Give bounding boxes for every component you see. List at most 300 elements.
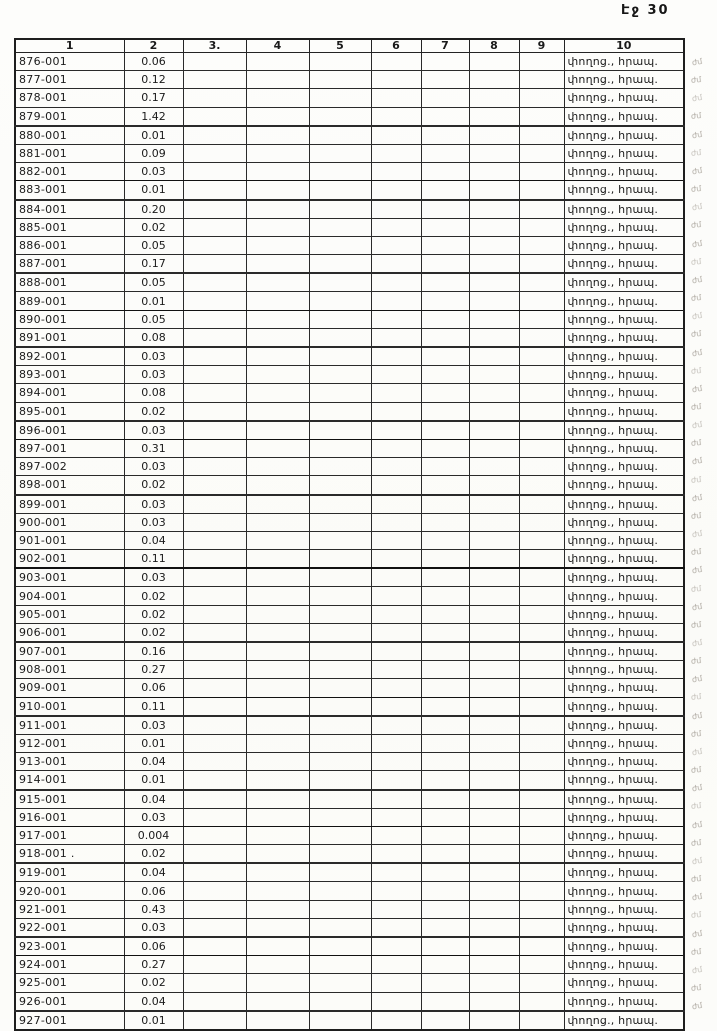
empty-cell xyxy=(246,882,309,900)
empty-cell xyxy=(469,642,519,661)
empty-cell xyxy=(469,71,519,89)
empty-cell xyxy=(519,292,564,310)
empty-cell xyxy=(519,937,564,956)
empty-cell xyxy=(371,974,421,992)
empty-cell xyxy=(371,495,421,514)
column-header: 1 xyxy=(15,39,124,53)
street-label-cell: փողոց., հրապ. xyxy=(564,845,684,864)
empty-cell xyxy=(309,531,371,549)
margin-mark: ժմ xyxy=(690,692,702,703)
empty-cell xyxy=(421,808,469,826)
empty-cell xyxy=(309,918,371,937)
empty-cell xyxy=(469,826,519,844)
empty-cell xyxy=(246,200,309,219)
empty-cell xyxy=(183,882,246,900)
row-id-cell: 911-001 xyxy=(15,716,124,735)
row-id-cell: 890-001 xyxy=(15,310,124,328)
empty-cell xyxy=(371,550,421,569)
empty-cell xyxy=(371,126,421,145)
empty-cell xyxy=(371,568,421,587)
street-label-cell: փողոց., հրապ. xyxy=(564,144,684,162)
row-id-cell: 917-001 xyxy=(15,826,124,844)
empty-cell xyxy=(371,992,421,1011)
table-row xyxy=(15,458,684,476)
column-header: 9 xyxy=(519,39,564,53)
empty-cell xyxy=(246,402,309,421)
empty-cell xyxy=(469,384,519,402)
row-id-cell: 887-001 xyxy=(15,255,124,274)
empty-cell xyxy=(519,200,564,219)
row-id-cell: 892-001 xyxy=(15,347,124,366)
empty-cell xyxy=(371,753,421,771)
empty-cell xyxy=(421,845,469,864)
empty-cell xyxy=(469,310,519,328)
empty-cell xyxy=(309,402,371,421)
empty-cell xyxy=(246,587,309,605)
empty-cell xyxy=(469,697,519,716)
row-id-cell: 897-002 xyxy=(15,458,124,476)
column-header: 7 xyxy=(421,39,469,53)
row-id-cell: 897-001 xyxy=(15,439,124,457)
empty-cell xyxy=(371,200,421,219)
empty-cell xyxy=(183,71,246,89)
street-label-cell: փողոց., հրապ. xyxy=(564,495,684,514)
row-id-cell: 881-001 xyxy=(15,144,124,162)
table-row xyxy=(15,826,684,844)
empty-cell xyxy=(519,402,564,421)
table-header-row xyxy=(15,39,684,53)
table-row xyxy=(15,882,684,900)
empty-cell xyxy=(246,89,309,107)
empty-cell xyxy=(183,181,246,200)
empty-cell xyxy=(183,495,246,514)
empty-cell xyxy=(421,89,469,107)
empty-cell xyxy=(421,200,469,219)
empty-cell xyxy=(371,808,421,826)
empty-cell xyxy=(519,845,564,864)
empty-cell xyxy=(519,107,564,126)
empty-cell xyxy=(469,808,519,826)
margin-mark: ժմ xyxy=(690,910,702,921)
empty-cell xyxy=(421,605,469,623)
empty-cell xyxy=(371,476,421,495)
empty-cell xyxy=(469,495,519,514)
empty-cell xyxy=(309,790,371,809)
empty-cell xyxy=(469,845,519,864)
empty-cell xyxy=(309,513,371,531)
empty-cell xyxy=(183,1011,246,1030)
empty-cell xyxy=(309,661,371,679)
empty-cell xyxy=(519,71,564,89)
empty-cell xyxy=(371,89,421,107)
column-header: 5 xyxy=(309,39,371,53)
empty-cell xyxy=(246,218,309,236)
street-label-cell: փողոց., հրապ. xyxy=(564,255,684,274)
empty-cell xyxy=(246,1011,309,1030)
empty-cell xyxy=(183,900,246,918)
empty-cell xyxy=(246,900,309,918)
row-id-cell: 888-001 xyxy=(15,273,124,292)
empty-cell xyxy=(183,236,246,254)
empty-cell xyxy=(371,107,421,126)
empty-cell xyxy=(309,310,371,328)
empty-cell xyxy=(309,605,371,623)
empty-cell xyxy=(183,956,246,974)
margin-mark: ժմ xyxy=(690,184,702,195)
empty-cell xyxy=(519,587,564,605)
empty-cell xyxy=(183,697,246,716)
value-cell: 0.02 xyxy=(124,605,183,623)
row-id-cell: 900-001 xyxy=(15,513,124,531)
margin-mark: ժմ xyxy=(691,93,704,104)
empty-cell xyxy=(183,292,246,310)
value-cell: 0.03 xyxy=(124,458,183,476)
row-id-cell: 879-001 xyxy=(15,107,124,126)
empty-cell xyxy=(309,107,371,126)
empty-cell xyxy=(469,218,519,236)
empty-cell xyxy=(421,476,469,495)
margin-mark: ժմ xyxy=(691,637,704,649)
empty-cell xyxy=(246,513,309,531)
value-cell: 0.17 xyxy=(124,255,183,274)
street-label-cell: փողոց., հրապ. xyxy=(564,697,684,716)
empty-cell xyxy=(309,974,371,992)
empty-cell xyxy=(421,458,469,476)
empty-cell xyxy=(519,181,564,200)
value-cell: 0.01 xyxy=(124,1011,183,1030)
row-id-cell: 910-001 xyxy=(15,697,124,716)
empty-cell xyxy=(469,716,519,735)
table-row xyxy=(15,347,684,366)
street-label-cell: փողոց., հրապ. xyxy=(564,218,684,236)
row-id-cell: 876-001 xyxy=(15,53,124,71)
empty-cell xyxy=(183,200,246,219)
margin-mark: ժմ xyxy=(691,1000,704,1012)
empty-cell xyxy=(246,71,309,89)
street-label-cell: փողոց., հրապ. xyxy=(564,347,684,366)
value-cell: 0.03 xyxy=(124,495,183,514)
empty-cell xyxy=(421,255,469,274)
empty-cell xyxy=(183,53,246,71)
value-cell: 0.04 xyxy=(124,531,183,549)
empty-cell xyxy=(371,826,421,844)
column-header: 8 xyxy=(469,39,519,53)
table-row xyxy=(15,384,684,402)
empty-cell xyxy=(469,550,519,569)
empty-cell xyxy=(183,366,246,384)
empty-cell xyxy=(309,366,371,384)
column-header: 4 xyxy=(246,39,309,53)
empty-cell xyxy=(469,236,519,254)
empty-cell xyxy=(421,882,469,900)
empty-cell xyxy=(421,273,469,292)
empty-cell xyxy=(309,623,371,642)
street-label-cell: փողոց., հրապ. xyxy=(564,863,684,882)
empty-cell xyxy=(246,384,309,402)
empty-cell xyxy=(371,53,421,71)
value-cell: 0.03 xyxy=(124,918,183,937)
row-id-cell: 885-001 xyxy=(15,218,124,236)
empty-cell xyxy=(246,697,309,716)
empty-cell xyxy=(519,661,564,679)
empty-cell xyxy=(421,144,469,162)
table-row xyxy=(15,273,684,292)
empty-cell xyxy=(519,163,564,181)
empty-cell xyxy=(421,163,469,181)
empty-cell xyxy=(421,421,469,440)
empty-cell xyxy=(371,181,421,200)
value-cell: 0.12 xyxy=(124,71,183,89)
empty-cell xyxy=(519,255,564,274)
margin-mark: ժմ xyxy=(690,293,702,304)
empty-cell xyxy=(309,421,371,440)
empty-cell xyxy=(309,292,371,310)
empty-cell xyxy=(309,716,371,735)
empty-cell xyxy=(371,845,421,864)
empty-cell xyxy=(246,439,309,457)
empty-cell xyxy=(519,218,564,236)
street-label-cell: փողոց., հրապ. xyxy=(564,53,684,71)
row-id-cell: 893-001 xyxy=(15,366,124,384)
street-label-cell: փողոց., հրապ. xyxy=(564,974,684,992)
empty-cell xyxy=(421,679,469,697)
empty-cell xyxy=(246,716,309,735)
empty-cell xyxy=(421,218,469,236)
street-label-cell: փողոց., հրապ. xyxy=(564,642,684,661)
empty-cell xyxy=(246,366,309,384)
row-id-cell: 880-001 xyxy=(15,126,124,145)
empty-cell xyxy=(519,974,564,992)
margin-mark: ժմ xyxy=(691,710,704,722)
empty-cell xyxy=(309,255,371,274)
column-header: 3. xyxy=(183,39,246,53)
empty-cell xyxy=(309,126,371,145)
value-cell: 0.02 xyxy=(124,402,183,421)
empty-cell xyxy=(246,863,309,882)
empty-cell xyxy=(421,531,469,549)
empty-cell xyxy=(183,384,246,402)
empty-cell xyxy=(246,255,309,274)
street-label-cell: փողոց., հրապ. xyxy=(564,236,684,254)
table-row xyxy=(15,1011,684,1030)
empty-cell xyxy=(183,439,246,457)
empty-cell xyxy=(469,273,519,292)
empty-cell xyxy=(421,402,469,421)
empty-cell xyxy=(246,845,309,864)
margin-mark: ժմ xyxy=(690,765,702,776)
empty-cell xyxy=(469,587,519,605)
empty-cell xyxy=(519,144,564,162)
margin-mark: ժմ xyxy=(690,438,702,449)
empty-cell xyxy=(421,384,469,402)
value-cell: 0.03 xyxy=(124,421,183,440)
margin-mark: ժմ xyxy=(690,111,702,122)
empty-cell xyxy=(371,163,421,181)
empty-cell xyxy=(421,568,469,587)
street-label-cell: փողոց., հրապ. xyxy=(564,771,684,790)
empty-cell xyxy=(469,882,519,900)
table-row xyxy=(15,642,684,661)
street-label-cell: փողոց., հրապ. xyxy=(564,384,684,402)
empty-cell xyxy=(469,292,519,310)
empty-cell xyxy=(371,642,421,661)
street-label-cell: փողոց., հրապ. xyxy=(564,292,684,310)
row-id-cell: 894-001 xyxy=(15,384,124,402)
empty-cell xyxy=(469,421,519,440)
street-label-cell: փողոց., հրապ. xyxy=(564,531,684,549)
street-label-cell: փողոց., հրապ. xyxy=(564,458,684,476)
empty-cell xyxy=(246,107,309,126)
margin-mark: ժմ xyxy=(690,982,702,993)
empty-cell xyxy=(469,531,519,549)
empty-cell xyxy=(519,495,564,514)
empty-cell xyxy=(421,1011,469,1030)
empty-cell xyxy=(309,826,371,844)
row-id-cell: 915-001 xyxy=(15,790,124,809)
empty-cell xyxy=(371,734,421,752)
empty-cell xyxy=(183,107,246,126)
empty-cell xyxy=(183,513,246,531)
table-row xyxy=(15,181,684,200)
empty-cell xyxy=(421,661,469,679)
value-cell: 0.04 xyxy=(124,992,183,1011)
empty-cell xyxy=(183,863,246,882)
empty-cell xyxy=(246,605,309,623)
empty-cell xyxy=(469,513,519,531)
empty-cell xyxy=(371,218,421,236)
street-label-cell: փողոց., հրապ. xyxy=(564,753,684,771)
value-cell: 0.03 xyxy=(124,163,183,181)
table-row xyxy=(15,366,684,384)
empty-cell xyxy=(469,476,519,495)
table-row xyxy=(15,974,684,992)
value-cell: 0.08 xyxy=(124,328,183,347)
street-label-cell: փողոց., հրապ. xyxy=(564,661,684,679)
empty-cell xyxy=(469,900,519,918)
margin-mark: ժմ xyxy=(691,202,704,213)
row-id-cell: 913-001 xyxy=(15,753,124,771)
empty-cell xyxy=(421,236,469,254)
table-row xyxy=(15,292,684,310)
empty-cell xyxy=(469,328,519,347)
table-row xyxy=(15,126,684,145)
margin-mark: ժմ xyxy=(691,855,704,867)
margin-mark: ժմ xyxy=(690,147,702,158)
empty-cell xyxy=(519,992,564,1011)
empty-cell xyxy=(421,366,469,384)
empty-cell xyxy=(519,439,564,457)
empty-cell xyxy=(246,163,309,181)
empty-cell xyxy=(183,808,246,826)
margin-mark: ժմ xyxy=(691,928,704,940)
row-id-cell: 895-001 xyxy=(15,402,124,421)
empty-cell xyxy=(309,808,371,826)
table-body xyxy=(15,53,684,1030)
empty-cell xyxy=(371,402,421,421)
margin-mark: ժմ xyxy=(690,365,702,376)
empty-cell xyxy=(371,918,421,937)
empty-cell xyxy=(469,402,519,421)
street-label-cell: փողոց., հրապ. xyxy=(564,679,684,697)
empty-cell xyxy=(246,808,309,826)
empty-cell xyxy=(519,605,564,623)
value-cell: 0.20 xyxy=(124,200,183,219)
value-cell: 0.08 xyxy=(124,384,183,402)
value-cell: 0.04 xyxy=(124,863,183,882)
margin-mark: ժմ xyxy=(691,165,704,177)
empty-cell xyxy=(519,328,564,347)
empty-cell xyxy=(309,495,371,514)
empty-cell xyxy=(371,421,421,440)
empty-cell xyxy=(371,292,421,310)
table-row xyxy=(15,328,684,347)
empty-cell xyxy=(183,753,246,771)
empty-cell xyxy=(469,439,519,457)
value-cell: 0.01 xyxy=(124,734,183,752)
margin-mark: ժմ xyxy=(690,256,702,267)
row-id-cell: 908-001 xyxy=(15,661,124,679)
table-row xyxy=(15,808,684,826)
empty-cell xyxy=(421,918,469,937)
empty-cell xyxy=(246,144,309,162)
row-id-cell: 926-001 xyxy=(15,992,124,1011)
margin-mark: ժմ xyxy=(690,619,702,630)
street-label-cell: փողոց., հրապ. xyxy=(564,1011,684,1030)
empty-cell xyxy=(519,89,564,107)
value-cell: 0.01 xyxy=(124,126,183,145)
empty-cell xyxy=(421,126,469,145)
street-label-cell: փողոց., հրապ. xyxy=(564,568,684,587)
margin-mark: ժմ xyxy=(691,601,704,613)
empty-cell xyxy=(309,734,371,752)
empty-cell xyxy=(183,273,246,292)
empty-cell xyxy=(469,1011,519,1030)
street-label-cell: փողոց., հրապ. xyxy=(564,587,684,605)
table-row xyxy=(15,255,684,274)
empty-cell xyxy=(246,310,309,328)
value-cell: 0.09 xyxy=(124,144,183,162)
value-cell: 0.02 xyxy=(124,476,183,495)
value-cell: 0.02 xyxy=(124,974,183,992)
row-id-cell: 924-001 xyxy=(15,956,124,974)
empty-cell xyxy=(183,550,246,569)
empty-cell xyxy=(371,328,421,347)
table-row xyxy=(15,163,684,181)
table-row xyxy=(15,568,684,587)
empty-cell xyxy=(469,661,519,679)
empty-cell xyxy=(469,347,519,366)
empty-cell xyxy=(469,144,519,162)
empty-cell xyxy=(309,163,371,181)
empty-cell xyxy=(469,992,519,1011)
empty-cell xyxy=(309,200,371,219)
empty-cell xyxy=(519,808,564,826)
empty-cell xyxy=(246,458,309,476)
row-id-cell: 899-001 xyxy=(15,495,124,514)
empty-cell xyxy=(469,107,519,126)
empty-cell xyxy=(371,1011,421,1030)
empty-cell xyxy=(519,900,564,918)
table-row xyxy=(15,753,684,771)
margin-mark: ժմ xyxy=(690,728,702,739)
empty-cell xyxy=(371,771,421,790)
value-cell: 0.06 xyxy=(124,53,183,71)
empty-cell xyxy=(421,790,469,809)
value-cell: 0.11 xyxy=(124,697,183,716)
table-row xyxy=(15,900,684,918)
empty-cell xyxy=(246,771,309,790)
empty-cell xyxy=(519,476,564,495)
